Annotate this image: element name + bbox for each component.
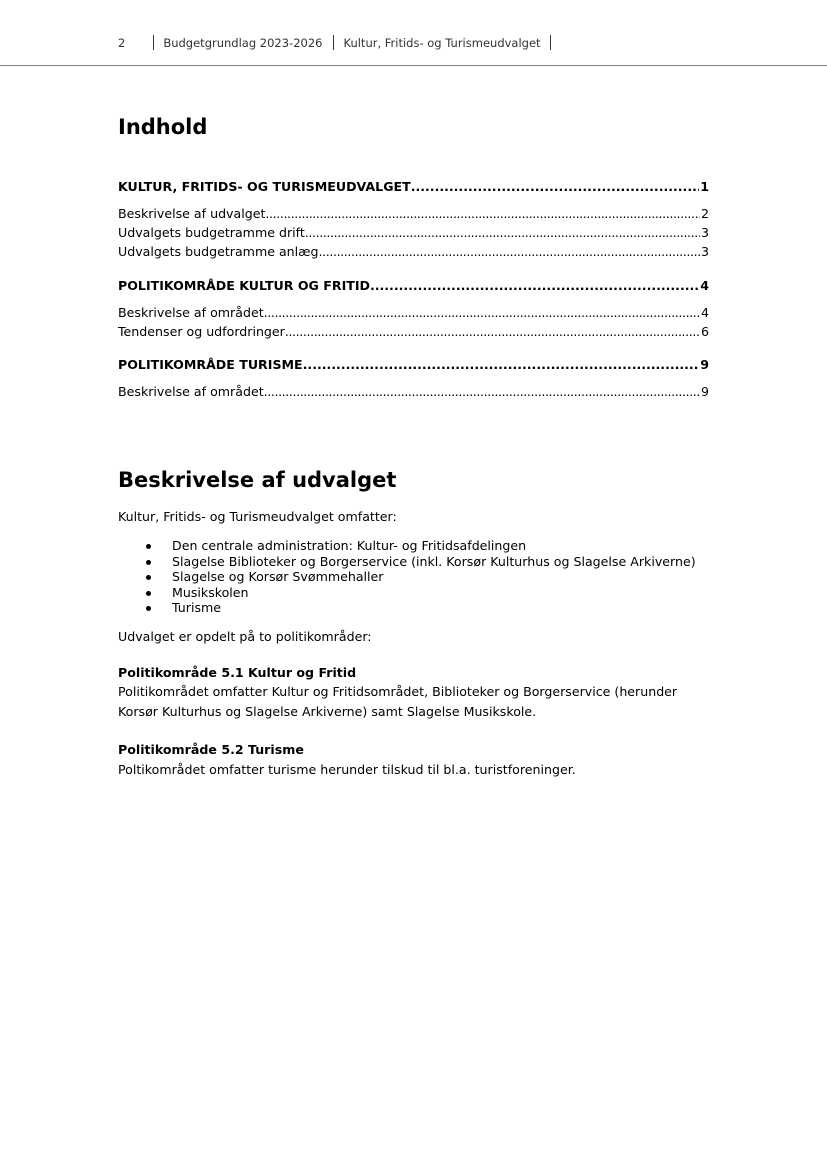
page-header: [0, 0, 827, 66]
toc-entry-page: 6: [700, 324, 709, 339]
list-item-text: Den centrale administration: Kultur- og Fritidsafdelingen: [172, 538, 527, 553]
toc-entry[interactable]: [118, 305, 709, 323]
list-item-text: Slagelse og Korsør Svømmehaller: [172, 569, 384, 584]
toc-leader-dots: [264, 384, 700, 399]
bullet-icon: [146, 544, 151, 549]
toc-entry-page: 3: [700, 225, 709, 240]
bullet-icon: [146, 606, 151, 611]
toc-entry-text: Udvalgets budgetramme anlæg: [118, 244, 319, 259]
section-title: Beskrivelse af udvalget: [118, 468, 397, 492]
toc-entry-page: 9: [700, 384, 709, 399]
toc-leader-dots: [370, 278, 699, 293]
header-separator: [153, 35, 154, 50]
bullet-list: [146, 538, 696, 616]
toc-entry[interactable]: [118, 225, 709, 243]
area-text-line: Politikområdet omfatter Kultur og Fritidsområdet, Biblioteker og Borgerservice (herunder: [118, 684, 678, 699]
toc-entry-text: Beskrivelse af området: [118, 305, 264, 320]
toc-entry[interactable]: [118, 244, 709, 262]
bullet-icon: [146, 591, 151, 596]
list-item: [146, 538, 696, 554]
toc-leader-dots: [303, 357, 700, 372]
toc-leader-dots: [411, 179, 700, 194]
list-item-text: Musikskolen: [172, 584, 249, 600]
toc-entry-page: 3: [700, 244, 709, 259]
toc-entry-text: Udvalgets budgetramme drift: [118, 225, 305, 240]
toc-leader-dots: [265, 206, 700, 221]
header-row: [118, 35, 551, 50]
list-item: [146, 554, 696, 570]
list-item-text: Slagelse Biblioteker og Borgerservice (inkl. Korsør Kulturhus og Slagelse Arkiverne): [172, 553, 696, 569]
list-item: [146, 600, 696, 616]
header-section-title: Kultur, Fritids- og Turismeudvalget: [343, 35, 541, 50]
toc-entry-text: KULTUR, FRITIDS- OG TURISMEUDVALGET: [118, 179, 411, 194]
header-separator: [550, 35, 551, 50]
toc-title: Indhold: [118, 115, 208, 139]
toc-entry-text: POLITIKOMRÅDE KULTUR OG FRITID: [118, 278, 370, 293]
toc-leader-dots: [305, 225, 700, 240]
bullet-icon: [146, 575, 151, 580]
toc-entry-text: POLITIKOMRÅDE TURISME: [118, 357, 303, 372]
toc-entry-page: 4: [700, 278, 709, 293]
toc-leader-dots: [319, 244, 700, 259]
toc-entry[interactable]: [118, 206, 709, 224]
bullet-icon: [146, 560, 151, 565]
toc-leader-dots: [285, 324, 700, 339]
toc-entry[interactable]: [118, 324, 709, 342]
toc-entry[interactable]: [118, 384, 709, 402]
list-item-text: Turisme: [172, 600, 222, 615]
split-text: Udvalget er opdelt på to politikområder:: [118, 629, 372, 644]
area-text-line: Korsør Kulturhus og Slagelse Arkiverne) samt Slagelse Musikskole.: [118, 704, 537, 719]
toc-leader-dots: [264, 305, 700, 320]
list-item: [146, 569, 696, 585]
toc-entry[interactable]: [118, 179, 709, 197]
toc-entry-page: 9: [700, 357, 709, 372]
header-separator: [333, 35, 334, 50]
list-item: [146, 585, 696, 601]
area-heading: Politikområde 5.2 Turisme: [118, 742, 304, 757]
toc-entry-text: Beskrivelse af området: [118, 384, 264, 399]
toc-entry[interactable]: [118, 278, 709, 296]
area-heading: Politikområde 5.1 Kultur og Fritid: [118, 665, 357, 680]
header-page-number: 2: [118, 35, 126, 50]
toc-entry-page: 2: [700, 206, 709, 221]
toc-entry-text: Tendenser og udfordringer: [118, 324, 285, 339]
toc-entry[interactable]: [118, 357, 709, 375]
section-intro: Kultur, Fritids- og Turismeudvalget omfatter:: [118, 509, 397, 524]
toc-entry-text: Beskrivelse af udvalget: [118, 206, 266, 221]
area-text-line: Poltikområdet omfatter turisme herunder tilskud til bl.a. turistforeninger.: [118, 762, 576, 777]
header-document-title: Budgetgrundlag 2023-2026: [163, 35, 323, 50]
toc-entry-page: 1: [700, 179, 709, 194]
toc-entry-page: 4: [700, 305, 709, 320]
